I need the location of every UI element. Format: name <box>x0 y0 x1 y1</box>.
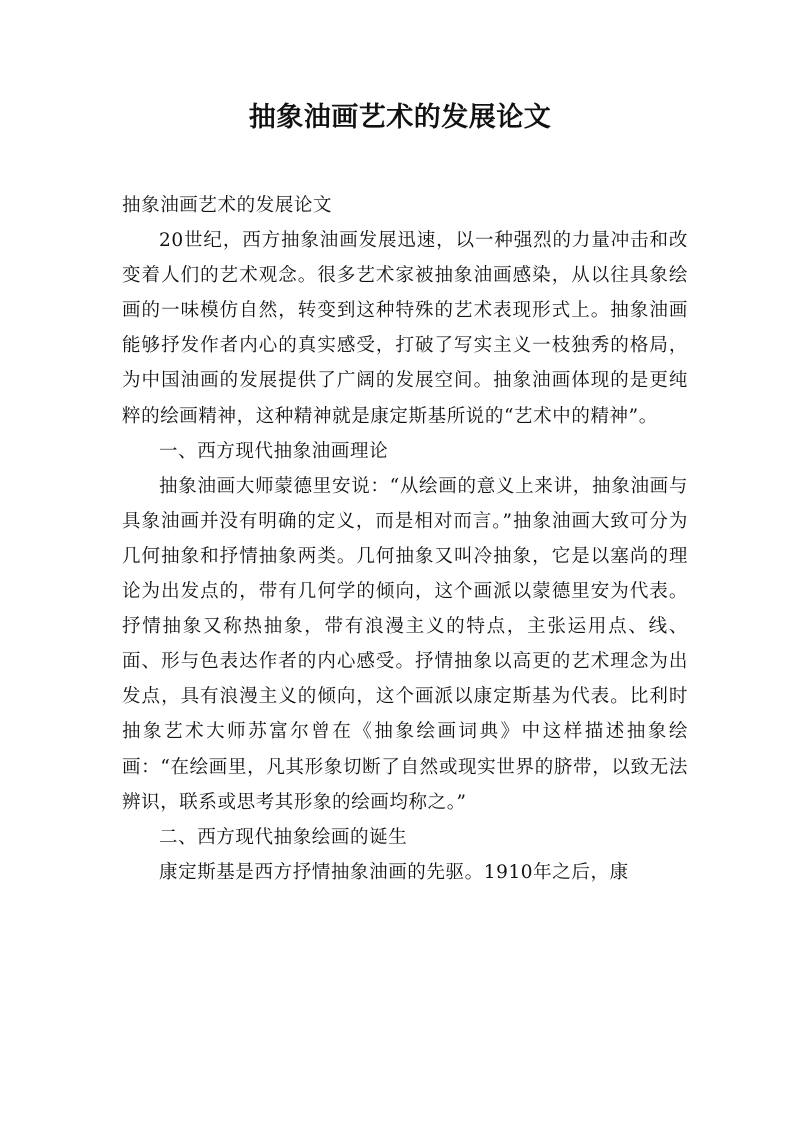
document-body <box>122 188 688 890</box>
paragraph-subtitle: 抽象油画艺术的发展论文 <box>122 195 333 216</box>
paragraph-intro: 20世纪，西方抽象油画发展迅速，以一种强烈的力量冲击和改变着人们的艺术观念。很多艺术家被抽象油画感染，从以往具象绘画的一味模仿自然，转变到这种特殊的艺术表现形式上。抽象油画能够抒发作者内心的真实感受，打破了写实主义一枝独秀的格局，为中国油画的发展提供了广阔的发展空间。抽象油画体现的是更纯粹的绘画精神，这种精神就是康定斯基所说的“艺术中的精神”。 <box>122 230 688 427</box>
paragraph-section-2: 康定斯基是西方抒情抽象油画的先驱。1910年之后，康 <box>159 861 629 883</box>
document-title: 抽象油画艺术的发展论文 <box>248 102 552 133</box>
section-heading-1: 一、西方现代抽象油画理论 <box>159 440 389 462</box>
section-heading-2: 二、西方现代抽象绘画的诞生 <box>159 826 408 848</box>
paragraph-section-1: 抽象油画大师蒙德里安说：“从绘画的意义上来讲，抽象油画与具象油画并没有明确的定义，而是相对而言。”抽象油画大致可分为几何抽象和抒情抽象两类。几何抽象又叫冷抽象，它是以塞尚的理论为出发点的，带有几何学的倾向，这个画派以蒙德里安为代表。抒情抽象又称热抽象，带有浪漫主义的特点，主张运用点、线、面、形与色表达作者的内心感受。抒情抽象以高更的艺术理念为出发点，具有浪漫主义的倾向，这个画派以康定斯基为代表。比利时抽象艺术大师苏富尔曾在《抽象绘画词典》中这样描述抽象绘画：“在绘画里，凡其形象切断了自然或现实世界的脐带，以致无法辨识，联系或思考其形象的绘画均称之。” <box>122 475 688 813</box>
